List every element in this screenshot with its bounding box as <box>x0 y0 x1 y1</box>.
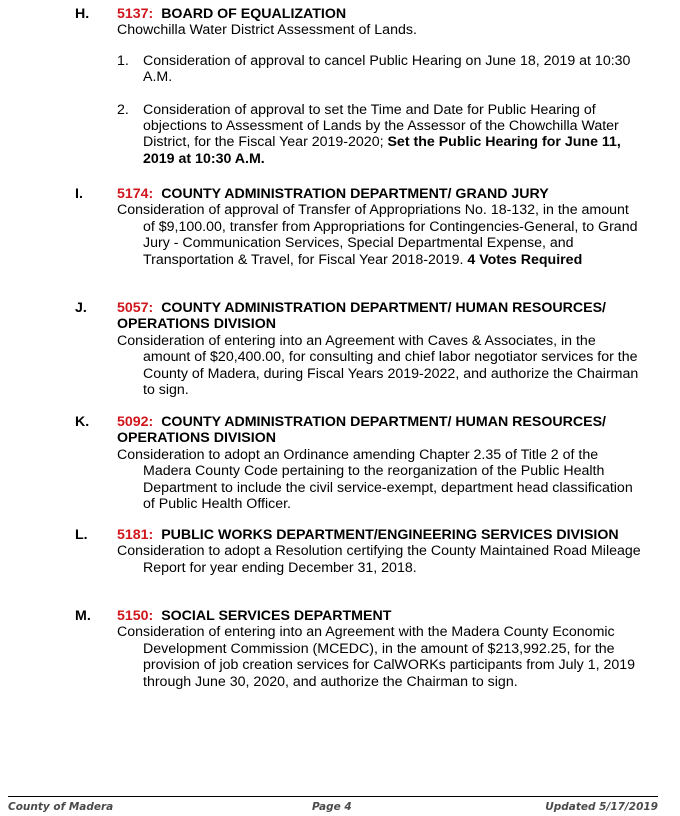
footer-divider <box>8 796 658 797</box>
item-description-bold: 4 Votes Required <box>467 251 583 268</box>
item-heading <box>117 608 637 624</box>
item-letter: I. <box>75 186 83 202</box>
footer-page-number: Page 4 <box>312 801 352 813</box>
item-letter: H. <box>75 6 90 22</box>
item-title: BOARD OF EQUALIZATION <box>161 6 347 22</box>
item-description: Consideration to adopt a Resolution certifying the County Maintained Road Mileage Report for year ending December 31, 2018. <box>117 543 641 576</box>
item-description: Consideration of entering into an Agreement with Caves & Associates, in the amount of $20,400.00, for consulting and chief labor negotiator services for the County of Madera, during Fiscal Years 2019-2022, and authorize the Chairman to sign. <box>117 332 639 399</box>
sub-item-number: 1. <box>117 52 129 69</box>
item-letter: L. <box>75 527 88 543</box>
sub-item-bold-text: Set the Public Hearing for June 11, 2019 at 10:30 A.M. <box>143 134 621 167</box>
item-letter: J. <box>75 300 87 316</box>
item-title: COUNTY ADMINISTRATION DEPARTMENT/ GRAND JURY <box>161 186 549 202</box>
sub-item-text: Consideration of approval to cancel Public Hearing on June 18, 2019 at 10:30 A.M. <box>143 52 631 86</box>
item-heading <box>117 6 637 22</box>
item-code: 5181: <box>117 527 154 543</box>
item-code: 5057: <box>117 300 154 316</box>
item-code: 5150: <box>117 608 154 624</box>
agenda-item-l <box>0 527 680 576</box>
item-code: 5137: <box>117 6 154 22</box>
item-title: SOCIAL SERVICES DEPARTMENT <box>161 608 392 624</box>
item-heading <box>117 300 637 333</box>
agenda-item-k <box>0 414 680 512</box>
agenda-item-m <box>0 608 680 690</box>
sub-item-number: 2. <box>117 101 129 118</box>
agenda-item-i <box>0 186 680 268</box>
item-description-text: Consideration of approval of Transfer of Appropriations No. 18-132, in the amount of $9,100.00, transfer from Appropriations for Contingencies-General, to Grand Jury - Communication Services, Special Departmental Expense, and Transportation & Travel, for Fiscal Year 2018-2019. <box>117 202 638 268</box>
sub-item-text: Consideration of approval to set the Time and Date for Public Hearing of objections to Assessment of Lands by the Assessor of the Chowchilla Water District, for the Fiscal Year 2019-2020; <box>143 101 619 151</box>
item-description <box>117 202 643 268</box>
footer-updated-date: Updated 5/17/2019 <box>545 801 658 813</box>
item-heading <box>117 414 637 447</box>
item-code: 5174: <box>117 186 154 202</box>
page-footer <box>8 799 658 815</box>
sub-item <box>117 102 640 168</box>
footer-county: County of Madera <box>8 801 114 813</box>
item-title: PUBLIC WORKS DEPARTMENT/ENGINEERING SERVICES DIVISION <box>161 527 619 543</box>
item-description: Consideration to adopt an Ordinance amending Chapter 2.35 of Title 2 of the Madera County Code pertaining to the reorganization of the Public Health Department to include the civil service-exempt, department head classification of Public Health Officer. <box>117 446 633 513</box>
sub-item <box>117 53 640 86</box>
item-title: COUNTY ADMINISTRATION DEPARTMENT/ HUMAN RESOURCES/ OPERATIONS DIVISION <box>117 414 606 447</box>
item-heading <box>117 186 637 202</box>
item-letter: M. <box>75 608 91 624</box>
item-letter: K. <box>75 414 90 430</box>
item-title: COUNTY ADMINISTRATION DEPARTMENT/ HUMAN RESOURCES/ OPERATIONS DIVISION <box>117 300 606 333</box>
item-description: Chowchilla Water District Assessment of Lands. <box>117 22 417 39</box>
item-code: 5092: <box>117 414 154 430</box>
agenda-item-j <box>0 300 680 398</box>
item-description: Consideration of entering into an Agreement with the Madera County Economic Development Commission (MCEDC), in the amount of $213,992.25, for the provision of job creation services for CalWORKs participants from July 1, 2019 through June 30, 2020, and authorize the Chairman to sign. <box>117 624 636 690</box>
item-heading <box>117 527 637 543</box>
agenda-item-h <box>0 6 680 167</box>
